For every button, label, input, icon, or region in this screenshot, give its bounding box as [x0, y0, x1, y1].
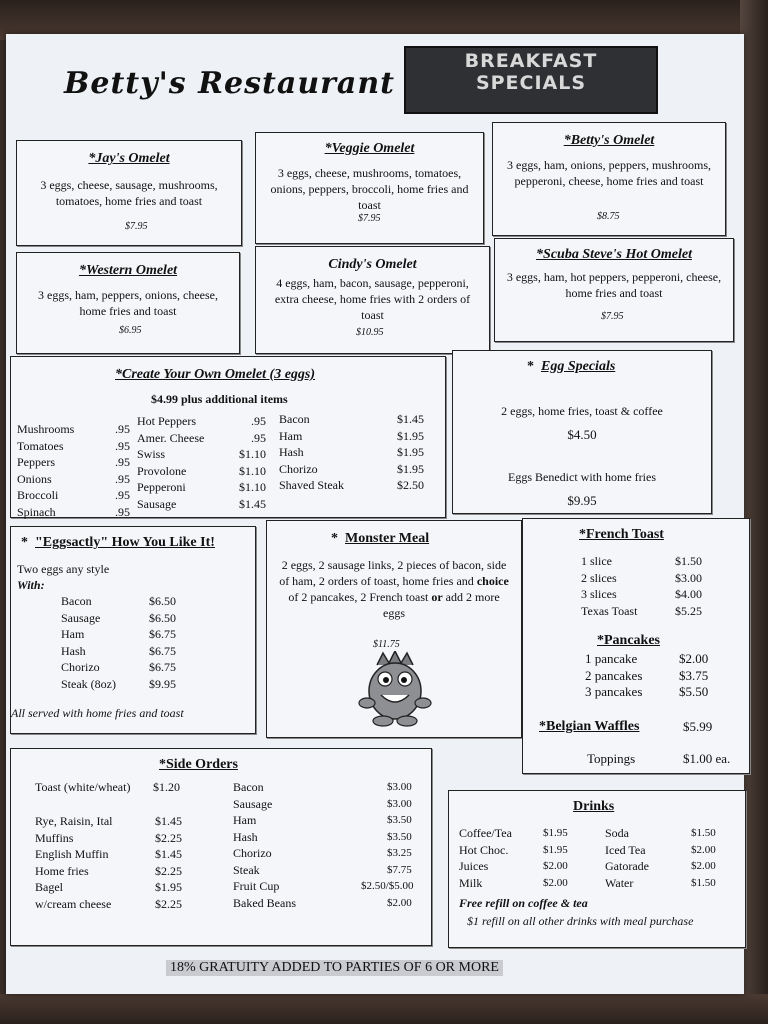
addon-row [17, 471, 130, 488]
eggsactly-row [61, 643, 211, 660]
side-row [233, 862, 423, 879]
menu-text: Bagel [35, 880, 63, 894]
omelet-desc: 3 eggs, ham, peppers, onions, cheese, home fries and toast [38, 288, 218, 318]
menu-text: $1.50 [675, 554, 702, 568]
side-orders-box [10, 748, 432, 946]
menu-text: $6.50 [149, 594, 176, 608]
omelet-card-veggie [255, 132, 484, 244]
menu-text: Hash [61, 643, 86, 658]
omelet-desc: 3 eggs, ham, onions, peppers, mushrooms, pepperoni, cheese, home fries and toast [507, 158, 711, 188]
menu-text: $1.95 [397, 445, 424, 459]
omelet-card-bettys [492, 122, 726, 236]
eggsactly-title [21, 535, 215, 551]
side-row [35, 830, 225, 847]
side-row [233, 895, 423, 912]
menu-text: add 2 more eggs [383, 590, 500, 620]
drink-row [459, 875, 599, 892]
menu-text: Monster Meal [345, 531, 430, 546]
menu-text: $3.50 [387, 830, 412, 843]
menu-text: Chorizo [233, 846, 272, 860]
menu-text: Toast (white/wheat) [35, 780, 131, 794]
binder-bottom [0, 994, 768, 1024]
menu-text: $3.00 [675, 570, 702, 585]
side-row [35, 879, 225, 896]
menu-text: $6.50 [149, 610, 176, 625]
create-own-omelet-box [10, 356, 446, 518]
menu-text: Ham [233, 813, 257, 827]
side-row [233, 779, 423, 796]
drink-row [605, 825, 737, 842]
drink-row [459, 858, 599, 875]
addon-row [17, 454, 130, 471]
egg-special-1-desc: 2 eggs, home fries, toast & coffee [501, 404, 663, 418]
addon-row [279, 444, 429, 461]
omelet-name: *Betty's Omelet [563, 133, 655, 148]
side-row [233, 796, 423, 813]
menu-text: Fruit Cup [233, 879, 280, 893]
omelet-price: $8.75 [597, 211, 620, 222]
menu-text: $3.50 [387, 814, 412, 826]
eggsactly-box [10, 526, 256, 734]
omelet-name: *Veggie Omelet [324, 141, 415, 156]
eggsactly-row [61, 676, 211, 693]
omelet-price: $7.95 [125, 221, 148, 232]
omelet-desc: 3 eggs, cheese, mushrooms, tomatoes, onions, peppers, broccoli, home fries and toast [270, 166, 469, 212]
drinks-col1 [459, 825, 599, 891]
addon-row [279, 461, 429, 478]
menu-text: $2.00 [691, 843, 716, 856]
menu-text: of 2 pancakes, 2 French toast [288, 590, 432, 604]
menu-text: $1.45 [397, 412, 424, 426]
menu-text: $2.25 [155, 896, 182, 911]
addon-row [137, 446, 271, 463]
menu-text: English Muffin [35, 847, 109, 861]
french-toast-list [581, 553, 731, 619]
menu-text: .95 [115, 471, 130, 486]
menu-text: $3.25 [387, 847, 412, 859]
menu-text: $1.45 [155, 814, 182, 828]
menu-text: Hot Choc. [459, 842, 509, 857]
monster-meal-desc [277, 557, 511, 621]
eggsactly-row [61, 626, 211, 643]
menu-text: Bacon [61, 594, 92, 608]
menu-text: Hash [279, 445, 304, 459]
menu-text: $6.75 [149, 643, 176, 658]
menu-text: Steak (8oz) [61, 676, 116, 691]
menu-text: Soda [605, 826, 629, 840]
addon-row [17, 504, 130, 521]
create-own-col2 [137, 413, 271, 512]
menu-text: 2 slices [581, 570, 617, 585]
menu-text: * [527, 359, 534, 374]
addon-row [137, 479, 271, 496]
pancakes-title: *Pancakes [597, 633, 660, 648]
menu-text: $2.00 [543, 876, 568, 889]
menu-text: $7.75 [387, 863, 412, 876]
menu-text: 1 pancake [585, 651, 638, 666]
omelet-card-western [16, 252, 240, 354]
addon-row [279, 428, 429, 445]
side-row [233, 829, 423, 846]
menu-text: $1.95 [155, 880, 182, 894]
menu-text: $1.45 [239, 496, 266, 511]
menu-text: 2 eggs, 2 sausage links, 2 pieces of bacon, side of ham, 2 orders of toast, home fries and [279, 558, 507, 588]
addon-row [17, 421, 130, 438]
pancake-row [585, 651, 735, 668]
drink-row [459, 842, 599, 859]
eggsactly-row [61, 610, 211, 627]
menu-text: $2.25 [155, 863, 182, 878]
menu-text: $1.95 [397, 461, 424, 476]
menu-text: or [431, 590, 443, 604]
menu-text: $1.10 [239, 447, 266, 461]
menu-text: $2.00 [543, 860, 568, 872]
egg-specials-title [527, 359, 615, 375]
menu-text: 3 pancakes [585, 684, 643, 699]
menu-text: $3.00 [387, 781, 412, 793]
menu-text: Hot Peppers [137, 414, 196, 428]
menu-text: Gatorade [605, 859, 649, 873]
restaurant-name: Betty's Restaurant [64, 66, 396, 101]
french-toast-row [581, 570, 731, 587]
menu-text: $1.45 [155, 847, 182, 861]
pancake-row [585, 668, 735, 685]
omelet-name: Cindy's Omelet [328, 257, 417, 272]
create-own-subtitle: $4.99 plus additional items [151, 392, 288, 406]
side-row [233, 845, 423, 862]
omelet-desc: 3 eggs, cheese, sausage, mushrooms, tomatoes, home fries and toast [40, 178, 218, 208]
monster-meal-box [266, 520, 522, 738]
eggsactly-list [61, 593, 211, 692]
menu-text: .95 [115, 504, 130, 519]
drinks-note-free-refill: Free refill on coffee & tea [459, 896, 588, 910]
menu-text: Mushrooms [17, 422, 75, 436]
french-toast-row [581, 586, 731, 603]
waffles-price: $5.99 [683, 719, 713, 734]
monster-meal-title [331, 531, 429, 547]
menu-text: Sausage [61, 610, 101, 625]
menu-text: Baked Beans [233, 895, 296, 910]
menu-text: $5.25 [675, 603, 702, 618]
addon-row [17, 487, 130, 504]
menu-text: 1 slice [581, 554, 612, 568]
side-row [35, 779, 180, 795]
breakfast-specials-banner [404, 46, 658, 114]
menu-text: .95 [115, 422, 130, 436]
omelet-name: *Scuba Steve's Hot Omelet [536, 247, 692, 262]
eggsactly-footer: All served with home fries and toast [11, 706, 184, 720]
omelet-card-jays [16, 140, 242, 246]
menu-text: $5.50 [679, 684, 709, 699]
menu-text: $1.95 [397, 428, 424, 443]
menu-text: Muffins [35, 830, 74, 845]
toppings-label: Toppings [587, 751, 636, 766]
menu-text: $6.75 [149, 627, 176, 641]
menu-text: $6.75 [149, 660, 176, 674]
side-row [35, 813, 225, 830]
drink-row [459, 825, 599, 842]
omelet-name: *Jay's Omelet [88, 151, 170, 166]
egg-special-2-desc: Eggs Benedict with home fries [508, 470, 656, 484]
menu-text: Onions [17, 471, 52, 486]
menu-text: Coffee/Tea [459, 826, 512, 840]
menu-text: choice [476, 574, 509, 588]
drinks-note-refill: $1 refill on all other drinks with meal purchase [467, 914, 694, 928]
french-toast-row [581, 603, 731, 620]
monster-meal-price: $11.75 [373, 639, 400, 650]
menu-text: .95 [251, 430, 266, 445]
menu-text: Juices [459, 859, 489, 873]
menu-text: $1.20 [153, 780, 180, 794]
drinks-col2 [605, 825, 737, 891]
menu-text: Home fries [35, 863, 89, 878]
pancake-row [585, 684, 735, 701]
menu-text: Bacon [279, 412, 310, 426]
menu-text: $4.00 [675, 587, 702, 601]
side-row [35, 863, 225, 880]
menu-text: Chorizo [61, 660, 100, 674]
drink-row [605, 875, 737, 892]
create-own-title: *Create Your Own Omelet (3 eggs) [115, 367, 316, 382]
menu-text: Peppers [17, 455, 55, 469]
menu-text: Broccoli [17, 488, 59, 502]
addon-row [137, 430, 271, 447]
side-orders-title: *Side Orders [159, 757, 238, 772]
omelet-name: *Western Omelet [78, 263, 178, 278]
menu-text: Steak [233, 862, 260, 877]
eggsactly-intro: Two eggs any style [17, 562, 110, 576]
menu-text: $1.95 [543, 827, 568, 839]
banner-text: BREAKFAST SPECIALS [464, 50, 598, 94]
menu-text: Ham [279, 428, 303, 443]
side-row [233, 878, 423, 895]
menu-text: $2.00 [387, 896, 412, 909]
menu-text: Tomatoes [17, 438, 64, 453]
addon-row [17, 438, 130, 455]
menu-text: Sausage [137, 496, 177, 511]
menu-text: 2 pancakes [585, 667, 643, 683]
menu-text: Texas Toast [581, 603, 638, 618]
french-toast-title: *French Toast [579, 527, 664, 542]
menu-text: * [21, 535, 28, 550]
eggsactly-row [61, 593, 211, 610]
menu-text: Ham [61, 627, 85, 641]
menu-text: $2.00 [691, 860, 716, 872]
omelet-desc: 3 eggs, ham, hot peppers, pepperoni, cheese, home fries and toast [506, 270, 722, 300]
menu-text: .95 [115, 438, 130, 453]
menu-text: w/cream cheese [35, 896, 112, 911]
menu-text: $1.50 [691, 827, 716, 839]
addon-row [137, 413, 271, 430]
french-toast-row [581, 553, 731, 570]
menu-text: $9.95 [149, 676, 176, 691]
gratuity-notice: 18% GRATUITY ADDED TO PARTIES OF 6 OR MORE [166, 960, 503, 976]
omelet-price: $7.95 [601, 311, 624, 322]
menu-text: Swiss [137, 447, 166, 461]
menu-text: $1.10 [239, 480, 266, 494]
menu-text: "Eggsactly" How You Like It! [35, 535, 215, 550]
menu-text: .95 [115, 488, 130, 502]
drinks-box [448, 790, 746, 948]
omelet-price: $7.95 [358, 213, 381, 224]
menu-text: Hash [233, 829, 258, 844]
menu-text: Spinach [17, 504, 56, 519]
side-row [35, 896, 225, 913]
menu-text: Sausage [233, 796, 273, 811]
menu-text: $3.75 [679, 667, 709, 683]
egg-special-2-price: $9.95 [567, 493, 597, 508]
menu-text: Shaved Steak [279, 478, 344, 492]
side-orders-col1 [35, 813, 225, 912]
waffles-title: *Belgian Waffles [539, 719, 640, 734]
menu-text: 3 slices [581, 587, 617, 601]
menu-text: $2.25 [155, 830, 182, 845]
pancakes-list [585, 651, 735, 701]
drink-row [605, 842, 737, 859]
menu-text: $2.50 [397, 478, 424, 492]
side-row [35, 846, 225, 863]
addon-row [137, 463, 271, 480]
menu-text: .95 [115, 455, 130, 469]
menu-text: $2.00 [679, 651, 709, 666]
menu-text: Bacon [233, 780, 264, 794]
menu-text: $3.00 [387, 797, 412, 810]
create-own-col3 [279, 411, 429, 494]
addon-row [137, 496, 271, 513]
monster-mascot-icon [355, 651, 435, 727]
create-own-col1 [17, 421, 130, 520]
menu-text: Provolone [137, 463, 187, 478]
omelet-card-cindys [255, 246, 490, 354]
menu-text: $1.95 [543, 843, 568, 856]
omelet-price: $10.95 [356, 327, 384, 338]
menu-sheet [6, 34, 744, 994]
omelet-card-scuba-steves [494, 238, 734, 342]
menu-text: $1.50 [691, 876, 716, 889]
drink-row [605, 858, 737, 875]
menu-text: Amer. Cheese [137, 430, 205, 445]
side-orders-col2 [233, 779, 423, 911]
menu-text: $1.10 [239, 463, 266, 478]
addon-row [279, 411, 429, 428]
menu-text: Water [605, 875, 634, 890]
menu-text: $2.50/$5.00 [361, 880, 414, 892]
menu-text: Iced Tea [605, 842, 646, 857]
omelet-desc: 4 eggs, ham, bacon, sausage, pepperoni, extra cheese, home fries with 2 orders of toast [274, 276, 471, 322]
menu-text: Pepperoni [137, 480, 186, 494]
menu-text: Chorizo [279, 461, 318, 476]
egg-specials-box [452, 350, 712, 514]
menu-text: Egg Specials [541, 359, 616, 374]
eggsactly-with: With: [17, 578, 45, 592]
menu-text: Rye, Raisin, Ital [35, 814, 113, 828]
eggsactly-row [61, 659, 211, 676]
egg-special-1-price: $4.50 [567, 427, 597, 442]
drinks-title: Drinks [573, 799, 615, 814]
toppings-price: $1.00 ea. [683, 751, 731, 766]
addon-row [279, 477, 429, 494]
omelet-price: $6.95 [119, 325, 142, 336]
menu-text: Milk [459, 875, 483, 890]
menu-text: * [331, 531, 338, 546]
griddle-box [522, 518, 750, 774]
menu-text: .95 [251, 414, 266, 428]
side-row [233, 812, 423, 829]
